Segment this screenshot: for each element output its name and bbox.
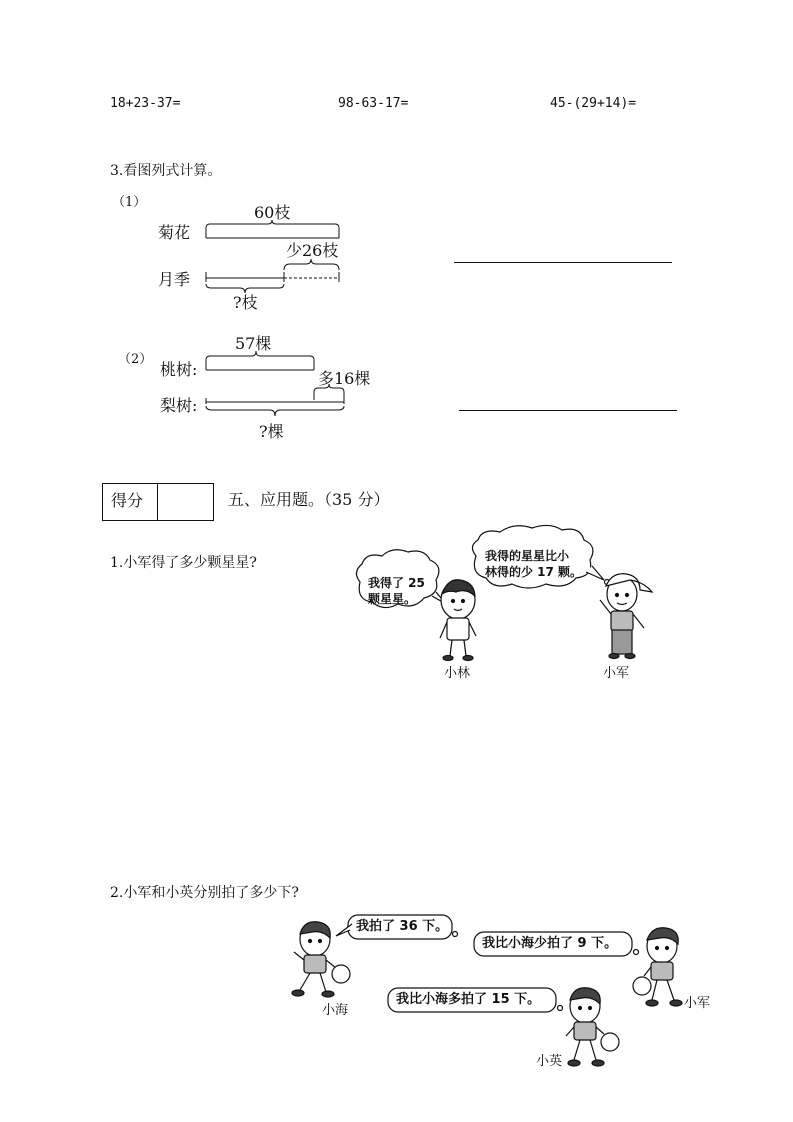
bubble-jun-line2: 林得的少 17 颗。: [485, 565, 583, 579]
equation-3: 45-(29+14)=: [550, 96, 637, 111]
problem2-question: 2.小军和小英分别拍了多少下?: [110, 885, 299, 901]
name-xiaoying: 小英: [536, 1054, 563, 1069]
p2-row1-label: 桃树:: [160, 360, 198, 379]
name-xiaojun: 小军: [603, 666, 630, 681]
bubble-hai-text: 我拍了 36 下。: [356, 919, 449, 934]
p1-total-label: 60枝: [254, 203, 291, 222]
bubble-ying-text: 我比小海多拍了 15 下。: [396, 992, 541, 1007]
p2-row2-label: 梨树:: [160, 396, 198, 415]
bubble-jun-line1: 我得的星星比小: [485, 549, 570, 563]
bubble-lin-line2: 颗星星。: [368, 592, 417, 606]
section5-heading: 五、应用题。（35 分）: [228, 490, 390, 509]
equation-1: 18+23-37=: [110, 96, 181, 111]
xiaojun2-figure: [633, 928, 682, 1006]
problem1-question: 1.小军得了多少颗星星?: [110, 555, 257, 571]
score-label: 得分: [111, 491, 144, 510]
p1-number: （1）: [112, 195, 147, 210]
equation-2: 98-63-17=: [338, 96, 409, 111]
p2-total-label: 57棵: [235, 334, 272, 353]
p1-row1-label: 菊花: [158, 223, 191, 242]
p1-question-label: ?枝: [233, 293, 258, 312]
p2-diff-label: 多16棵: [318, 369, 371, 388]
section3-title: 3.看图列式计算。: [110, 163, 222, 179]
bubble-jun2-text: 我比小海少拍了 9 下。: [482, 936, 618, 951]
p1-diff-label: 少26枝: [286, 241, 339, 260]
p2-question-label: ?棵: [259, 422, 284, 441]
name-xiaolin: 小林: [444, 666, 471, 681]
xiaoying-figure: [566, 988, 619, 1066]
name-xiaojun2: 小军: [684, 996, 711, 1011]
p1-row2-label: 月季: [158, 270, 191, 289]
p2-number: （2）: [118, 352, 153, 367]
name-xiaohai: 小海: [322, 1003, 349, 1018]
bubble-lin-line1: 我得了 25: [368, 576, 425, 590]
